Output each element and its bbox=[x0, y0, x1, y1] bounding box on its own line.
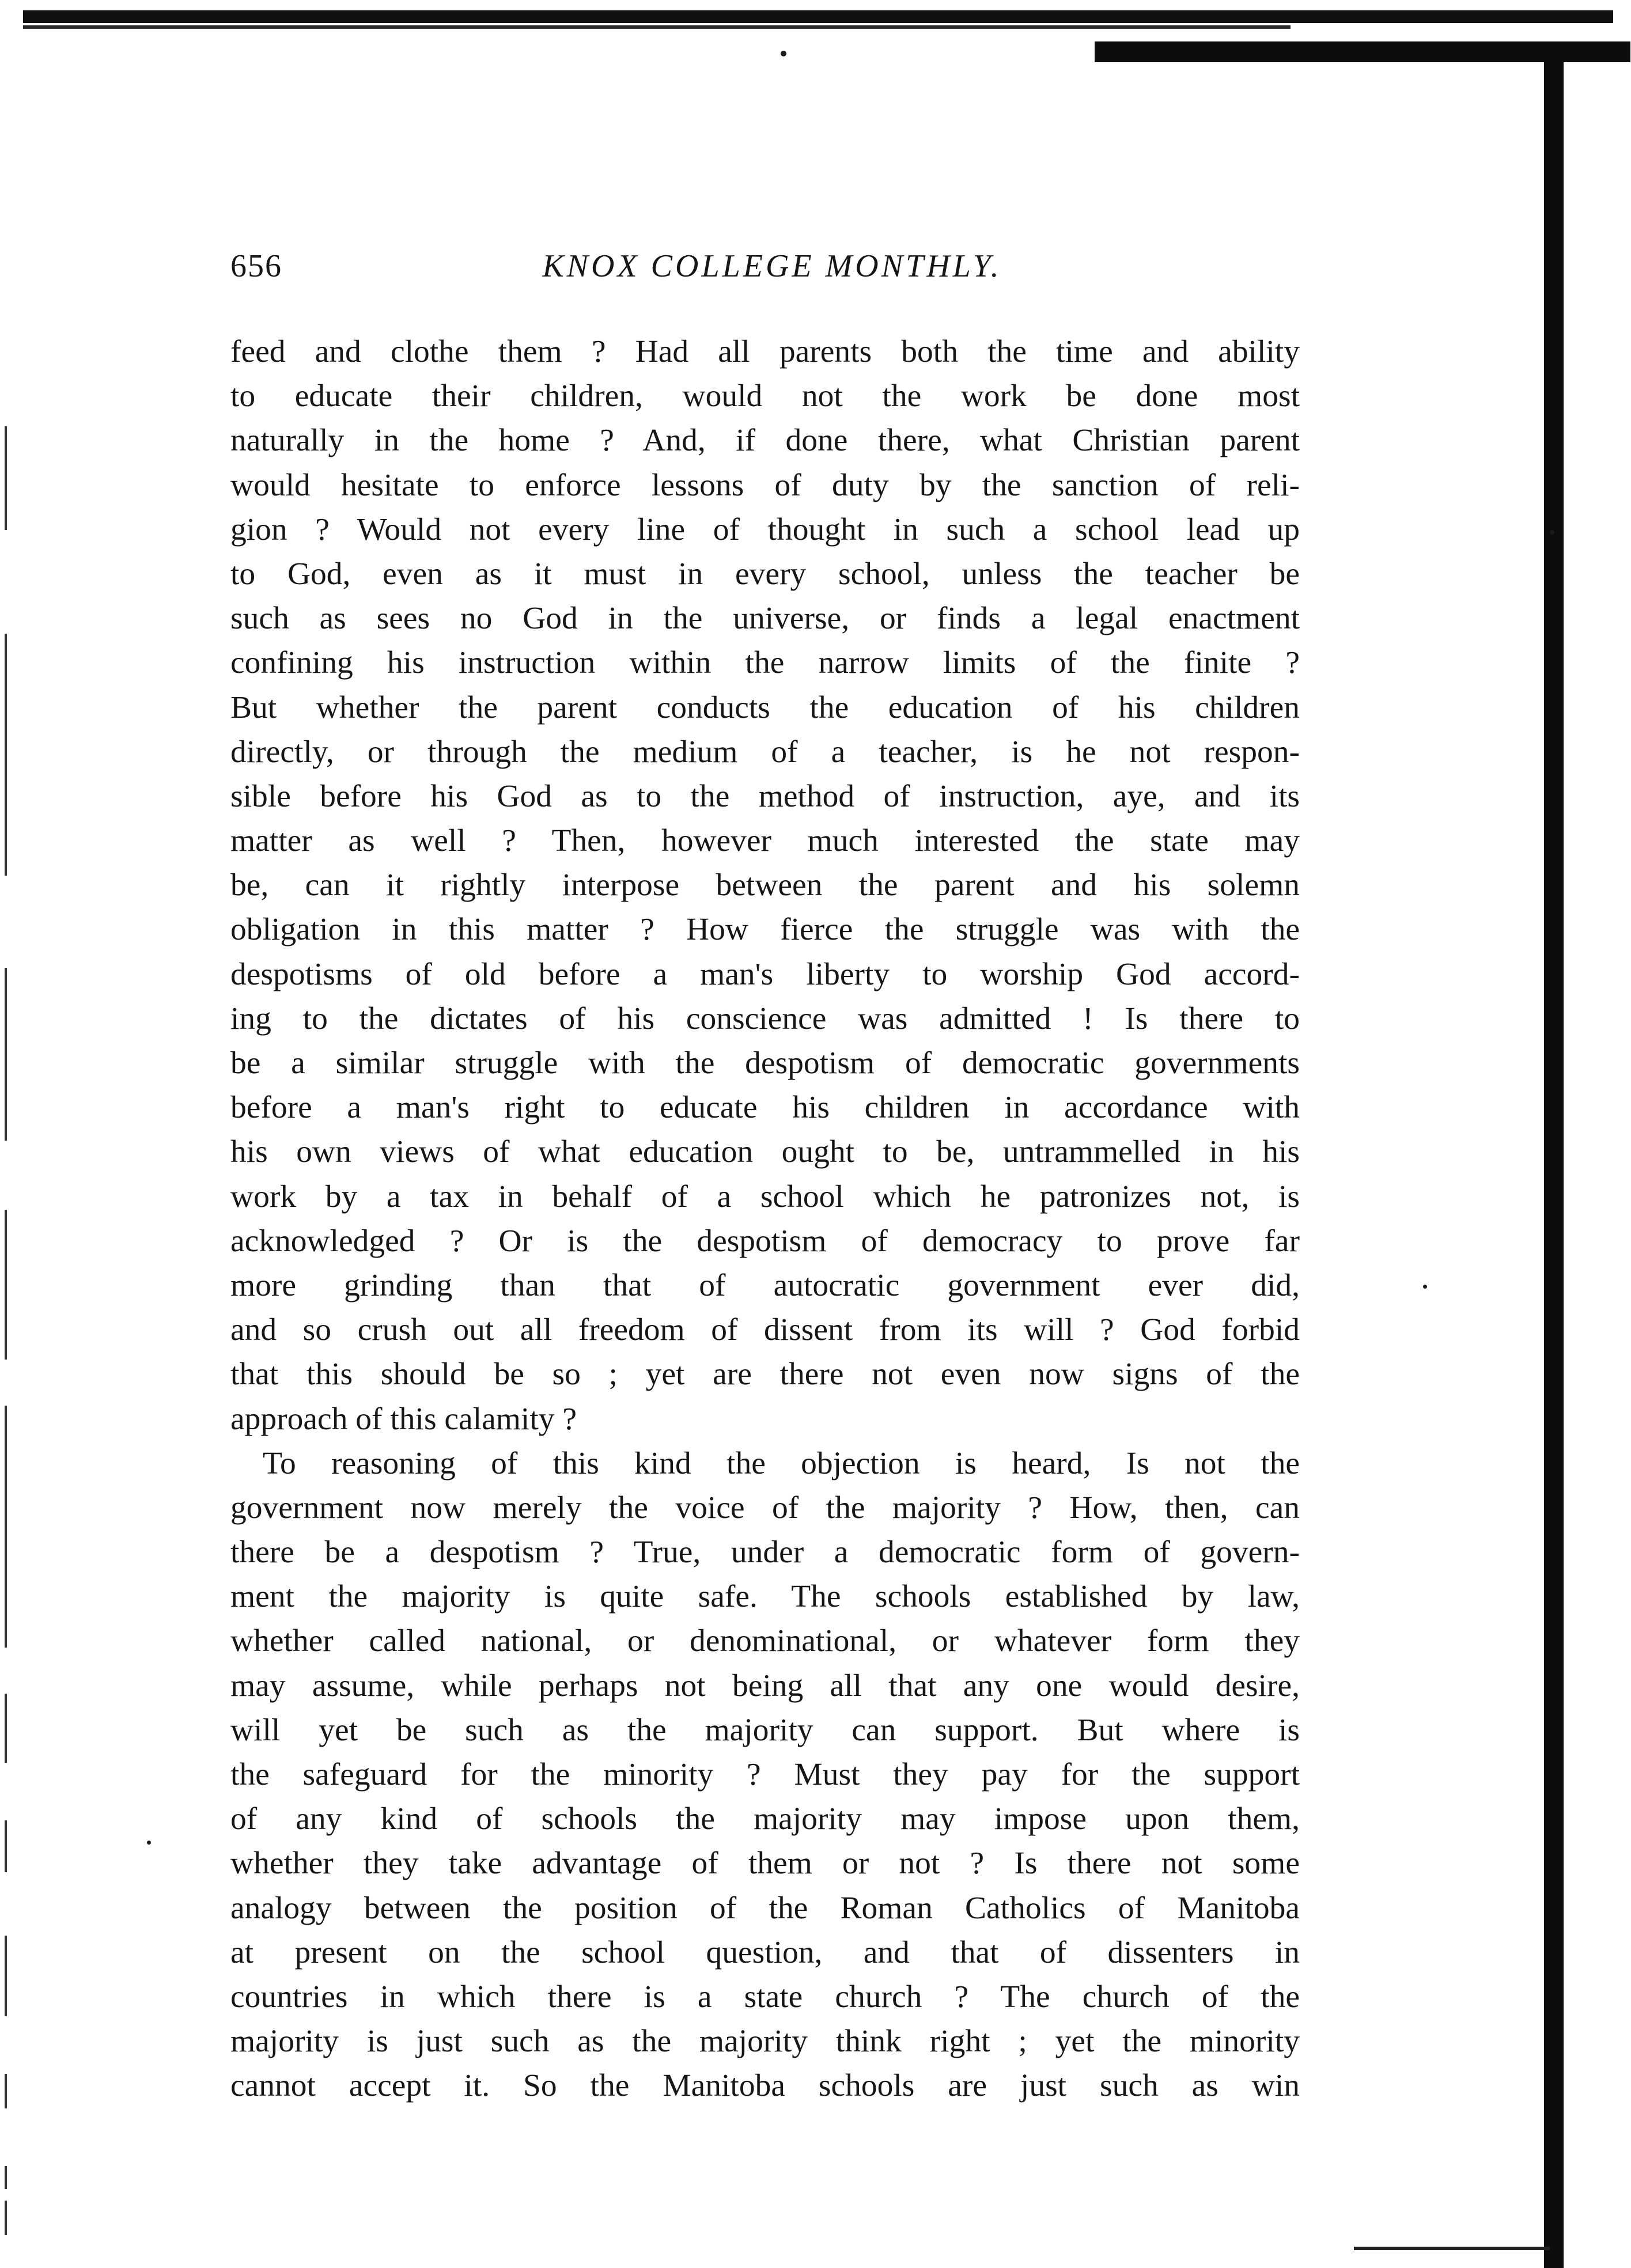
scan-speck bbox=[1550, 530, 1554, 535]
text-line: majority is just such as the majority think right ; yet the minority bbox=[230, 2024, 1300, 2059]
text-line: cannot accept it. So the Manitoba schools are just such as win bbox=[230, 2068, 1300, 2104]
text-line: ment the majority is quite safe. The schools established by law, bbox=[230, 1579, 1300, 1615]
top-rule-thin bbox=[23, 25, 1291, 29]
paragraph-first-line: To reasoning of this kind the objection is heard, Is not the bbox=[263, 1445, 1300, 1481]
text-line: despotisms of old before a man's liberty to worship God accord- bbox=[230, 956, 1300, 992]
text-line: obligation in this matter ? How fierce the struggle was with the bbox=[230, 912, 1300, 948]
body-text bbox=[230, 330, 1300, 2108]
scan-speck bbox=[1423, 1285, 1427, 1289]
text-line: naturally in the home ? And, if done there, what Christian parent bbox=[230, 423, 1300, 459]
text-line: more grinding than that of autocratic government ever did, bbox=[230, 1267, 1300, 1303]
running-title: KNOX COLLEGE MONTHLY. bbox=[542, 248, 1002, 284]
page-number: 656 bbox=[230, 248, 282, 284]
text-line: gion ? Would not every line of thought in such a school lead up bbox=[230, 512, 1300, 547]
text-line: and so crush out all freedom of dissent from its will ? God forbid bbox=[230, 1312, 1300, 1348]
text-line: ing to the dictates of his conscience was admitted ! Is there to bbox=[230, 1001, 1300, 1036]
text-line: would hesitate to enforce lessons of duty by the sanction of reli- bbox=[230, 467, 1300, 503]
text-line: such as sees no God in the universe, or finds a legal enactment bbox=[230, 601, 1300, 637]
text-line: government now merely the voice of the majority ? How, then, can bbox=[230, 1490, 1300, 1525]
text-line: matter as well ? Then, however much interested the state may bbox=[230, 823, 1300, 859]
bottom-rule bbox=[1354, 2247, 1550, 2250]
text-line: to God, even as it must in every school, unless the teacher be bbox=[230, 556, 1300, 592]
text-line: be a similar struggle with the despotism of democratic governments bbox=[230, 1046, 1300, 1081]
text-line: at present on the school question, and that of dissenters in bbox=[230, 1934, 1300, 1970]
text-line: feed and clothe them ? Had all parents both the time and ability bbox=[230, 334, 1300, 369]
text-line: confining his instruction within the narrow limits of the finite ? bbox=[230, 645, 1300, 681]
page-header bbox=[230, 248, 1291, 300]
text-line: the safeguard for the minority ? Must they pay for the support bbox=[230, 1757, 1300, 1792]
text-line: will yet be such as the majority can support. But where is bbox=[230, 1712, 1300, 1748]
left-scan-edge bbox=[5, 392, 10, 2258]
text-line: countries in which there is a state church ? The church of the bbox=[230, 1979, 1300, 2015]
text-line: whether called national, or denominational, or whatever form they bbox=[230, 1623, 1300, 1659]
text-line: analogy between the position of the Roman Catholics of Manitoba bbox=[230, 1890, 1300, 1926]
text-line: of any kind of schools the majority may impose upon them, bbox=[230, 1801, 1300, 1837]
text-line: whether they take advantage of them or not ? Is there not some bbox=[230, 1846, 1300, 1881]
text-line: work by a tax in behalf of a school which he patronizes not, is bbox=[230, 1179, 1300, 1214]
text-line: to educate their children, would not the work be done most bbox=[230, 378, 1300, 414]
scan-speck bbox=[147, 1841, 151, 1845]
text-line: acknowledged ? Or is the despotism of democracy to prove far bbox=[230, 1223, 1300, 1259]
text-line: directly, or through the medium of a teacher, is he not respon- bbox=[230, 734, 1300, 770]
top-rule bbox=[23, 10, 1613, 23]
scan-speck bbox=[781, 51, 786, 56]
text-line: before a man's right to educate his children in accordance with bbox=[230, 1090, 1300, 1126]
text-line: there be a despotism ? True, under a democratic form of govern- bbox=[230, 1535, 1300, 1570]
text-line: be, can it rightly interpose between the parent and his solemn bbox=[230, 868, 1300, 903]
text-line: his own views of what education ought to be, untrammelled in his bbox=[230, 1134, 1300, 1170]
text-line: that this should be so ; yet are there not even now signs of the bbox=[230, 1357, 1300, 1392]
right-border-rule bbox=[1544, 58, 1564, 2268]
paragraph-last-line: approach of this calamity ? bbox=[230, 1401, 577, 1437]
text-line: sible before his God as to the method of instruction, aye, and its bbox=[230, 778, 1300, 814]
text-line: may assume, while perhaps not being all that any one would desire, bbox=[230, 1668, 1300, 1703]
text-line: But whether the parent conducts the education of his children bbox=[230, 690, 1300, 725]
